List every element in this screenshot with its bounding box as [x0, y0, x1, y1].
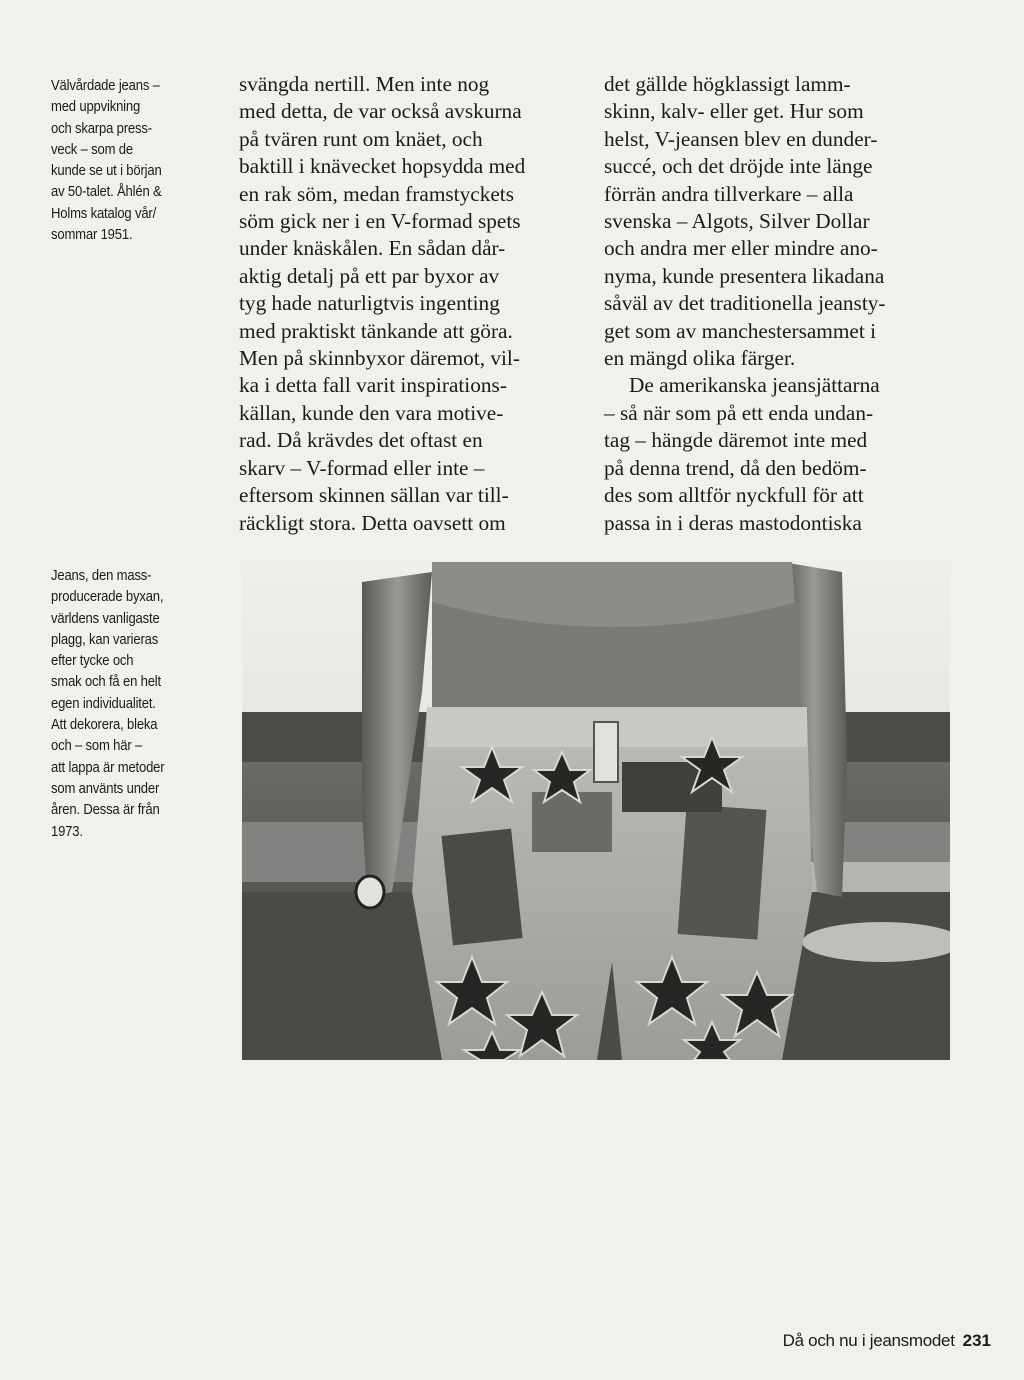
- body-text-line: svängda nertill. Men inte nog: [239, 72, 490, 96]
- body-text-line: eftersom skinnen sällan var till-: [239, 483, 509, 508]
- body-text-line: svenska – Algots, Silver Dollar: [604, 209, 870, 234]
- caption-line: veck – som de: [51, 140, 133, 158]
- body-text-line: passa in i deras mastodontiska: [604, 510, 862, 535]
- body-text-line: såväl av det traditionella jeansty-: [604, 291, 886, 316]
- body-text-line: med praktiskt tänkande att göra.: [239, 318, 513, 343]
- body-text-line: nyma, kunde presentera likadana: [604, 263, 885, 288]
- body-text-line: Men på skinnbyxor däremot, vil-: [239, 346, 520, 371]
- caption-line: smak och få en helt: [51, 673, 161, 691]
- caption-line: 1973.: [51, 822, 83, 840]
- caption-line: Holms katalog vår/: [51, 204, 157, 222]
- caption-line: och – som här –: [51, 737, 143, 755]
- caption-line: Jeans, den mass-: [51, 567, 152, 584]
- body-text-line: en mängd olika färger.: [604, 346, 796, 371]
- body-text-line: – så när som på ett enda undan-: [604, 400, 874, 425]
- caption-line: producerade byxan,: [51, 588, 164, 606]
- body-text-line: De amerikanska jeansjättarna: [629, 373, 880, 398]
- body-text-line: med detta, de var också avskurna: [239, 99, 522, 124]
- caption-line: Välvårdade jeans –: [51, 77, 160, 94]
- caption-line: med uppvikning: [51, 98, 141, 116]
- caption-line: åren. Dessa är från: [51, 801, 160, 819]
- caption-top: [51, 75, 214, 245]
- body-text-line: aktig detalj på ett par byxor av: [239, 263, 500, 288]
- body-text-line: förrän andra tillverkare – alla: [604, 181, 854, 206]
- caption-line: av 50-talet. Åhlén &: [51, 183, 162, 201]
- caption-line: världens vanligaste: [51, 609, 160, 627]
- body-text-line: tag – hängde däremot inte med: [604, 428, 868, 453]
- body-text-line: get som av manchestersammet i: [604, 318, 877, 343]
- body-text-line: räckligt stora. Detta oavsett om: [239, 510, 506, 535]
- page-number: 231: [962, 1331, 991, 1350]
- body-text-line: och andra mer eller mindre ano-: [604, 236, 878, 261]
- body-text-line: på tvären runt om knäet, och: [239, 126, 483, 151]
- body-column-1: [239, 71, 579, 537]
- caption-line: egen individualitet.: [51, 694, 156, 712]
- caption-line: plagg, kan varieras: [51, 630, 159, 648]
- body-text-line: des som alltför nyckfull för att: [604, 483, 864, 508]
- body-text-line: skarv – V-formad eller inte –: [239, 455, 485, 480]
- body-text-line: källan, kunde den vara motive-: [239, 400, 504, 425]
- body-text-line: skinn, kalv- eller get. Hur som: [604, 99, 864, 124]
- caption-line: Att dekorera, bleka: [51, 716, 158, 734]
- body-text-line: baktill i knävecket hopsydda med: [239, 154, 526, 179]
- body-text-line: på denna trend, då den bedöm-: [604, 455, 867, 480]
- caption-line: som använts under: [51, 779, 160, 797]
- body-text-line: det gällde högklassigt lamm-: [604, 72, 851, 96]
- caption-bottom: [51, 565, 214, 842]
- caption-line: sommar 1951.: [51, 226, 133, 244]
- patched-jeans-photo: [242, 562, 950, 1060]
- caption-line: och skarpa press-: [51, 119, 152, 137]
- body-text-line: under knäskålen. En sådan dår-: [239, 236, 506, 261]
- running-title: Då och nu i jeansmodet: [782, 1331, 955, 1350]
- body-text-line: en rak söm, medan framstyckets: [239, 181, 514, 206]
- caption-line: efter tycke och: [51, 652, 134, 670]
- page-footer: [783, 1331, 991, 1351]
- body-text-line: rad. Då krävdes det oftast en: [239, 428, 483, 453]
- body-text-line: tyg hade naturligtvis ingenting: [239, 291, 500, 316]
- body-text-line: succé, och det dröjde inte länge: [604, 154, 873, 179]
- caption-line: kunde se ut i början: [51, 162, 162, 180]
- body-column-2: [604, 71, 954, 537]
- caption-line: att lappa är metoder: [51, 758, 165, 776]
- body-text-line: ka i detta fall varit inspirations-: [239, 373, 507, 398]
- body-text-line: helst, V-jeansen blev en dunder-: [604, 126, 878, 151]
- body-text-line: söm gick ner i en V-formad spets: [239, 209, 521, 234]
